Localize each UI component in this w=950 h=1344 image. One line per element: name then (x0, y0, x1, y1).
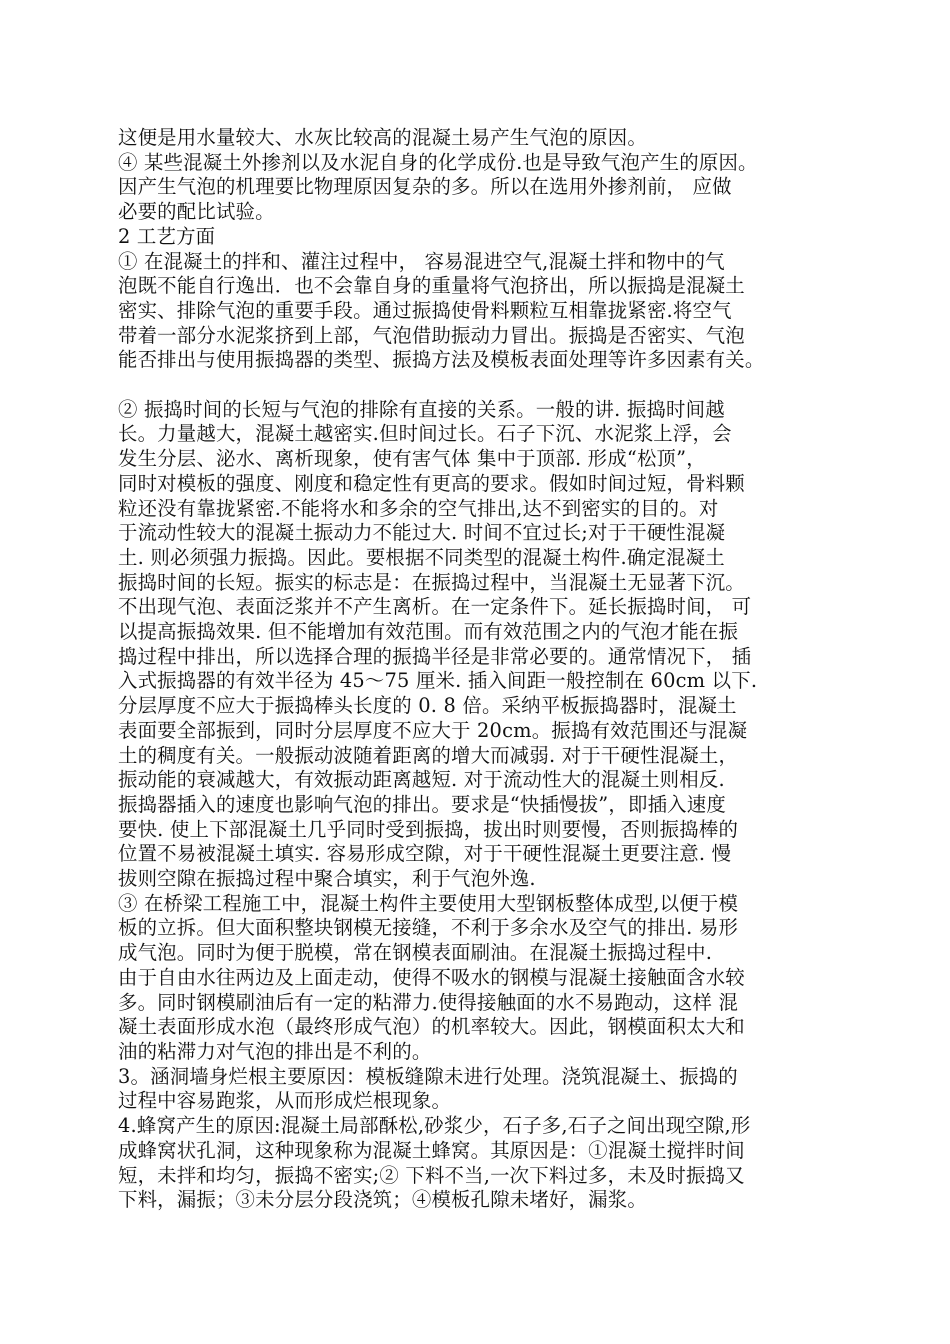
text-line: 振捣器插入的速度也影响气泡的排出。要求是“快插慢拔”，即插入速度 (118, 792, 726, 816)
text-line: 下料，漏振；③未分层分段浇筑；④模板孔隙未堵好，漏浆。 (118, 1188, 647, 1212)
text-line: ① 在混凝土的拌和、灌注过程中， 容易混进空气,混凝土拌和物中的气 (118, 249, 725, 273)
text-line: 同时对模板的强度、刚度和稳定性有更高的要求。假如时间过短，骨料颗 (118, 471, 745, 495)
text-line: 板的立拆。但大面积整块钢模无接缝，不利于多余水及空气的排出. 易形 (118, 916, 739, 940)
text-line: 由于自由水往两边及上面走动，使得不吸水的钢模与混凝土接触面含水较 (118, 965, 745, 989)
text-line: 短，未拌和均匀，振捣不密实;② 下料不当,一次下料过多，未及时振捣又 (118, 1163, 745, 1187)
text-line: 2 工艺方面 (118, 224, 216, 248)
text-line: 要快. 使上下部混凝土几乎同时受到振捣，拔出时则要慢，否则振捣棒的 (118, 817, 739, 841)
text-line: 振捣时间的长短。振实的标志是：在振捣过程中，当混凝土无显著下沉。 (118, 570, 745, 594)
text-line: 4.蜂窝产生的原因:混凝土局部酥松,砂浆少，石子多,石子之间出现空隙,形 (118, 1114, 751, 1138)
text-line: 发生分层、泌水、离析现象，使有害气体 集中于顶部. 形成“松顶”， (118, 447, 706, 471)
text-line: 过程中容易跑浆，从而形成烂根现象。 (118, 1089, 452, 1113)
text-line: 能否排出与使用振捣器的类型、振捣方法及模板表面处理等许多因素有关。 (118, 348, 765, 372)
text-line: 因产生气泡的机理要比物理原因复杂的多。所以在选用外掺剂前， 应做 (118, 175, 732, 199)
text-line: 以提高振捣效果. 但不能增加有效范围。而有效范围之内的气泡才能在振 (118, 620, 739, 644)
text-line: 捣过程中排出，所以选择合理的振捣半径是非常必要的。通常情况下， 插 (118, 644, 752, 668)
text-line: 泡既不能自行逸出．也不会靠自身的重量将气泡挤出，所以振捣是混凝土 (118, 274, 745, 298)
text-line: 表面要全部振到，同时分层厚度不应大于 20cm。振捣有效范围还与混凝 (118, 718, 748, 742)
text-line: 于流动性较大的混凝土振动力不能过大. 时间不宜过长;对于干硬性混凝 (118, 521, 726, 545)
text-line: 多。同时钢模刷油后有一定的粘滞力.使得接触面的水不易跑动，这样 混 (118, 990, 739, 1014)
text-line: 位置不易被混凝土填实. 容易形成空隙，对于干硬性混凝土更要注意. 慢 (118, 842, 732, 866)
document-body (118, 126, 846, 1213)
text-line: 土. 则必须强力振捣。因此。要根据不同类型的混凝土构件.确定混凝土 (118, 545, 725, 569)
text-line: 土的稠度有关。一般振动波随着距离的增大而减弱. 对于干硬性混凝土， (118, 743, 739, 767)
text-line: 成气泡。同时为便于脱模，常在钢模表面刷油。在混凝土振捣过程中. (118, 941, 713, 965)
text-line: 成蜂窝状孔洞，这种现象称为混凝土蜂窝。其原因是：①混凝土搅拌时间 (118, 1138, 745, 1162)
text-line: ② 振捣时间的长短与气泡的排除有直接的关系。一般的讲. 振捣时间越 (118, 397, 725, 421)
text-line: 粒还没有靠拢紧密.不能将水和多余的空气排出,达不到密实的目的。对 (118, 496, 719, 520)
text-line: 3。涵洞墙身烂根主要原因：模板缝隙未进行处理。浇筑混凝土、振捣的 (118, 1064, 738, 1088)
text-line: 振动能的衰减越大，有效振动距离越短. 对于流动性大的混凝土则相反. (118, 768, 725, 792)
text-line: 必要的配比试验。 (118, 200, 275, 224)
text-line: 拔则空隙在振捣过程中聚合填实，利于气泡外逸. (118, 867, 536, 891)
text-line: ③ 在桥梁工程施工中，混凝土构件主要使用大型钢板整体成型,以便于模 (118, 891, 739, 915)
text-line: 不出现气泡、表面泛浆并不产生离析。在一定条件下。延长振捣时间， 可 (118, 595, 752, 619)
text-line: ④ 某些混凝土外掺剂以及水泥自身的化学成份.也是导致气泡产生的原因。 (118, 150, 758, 174)
text-line: 入式振捣器的有效半径为 45～75 厘米. 插入间距一般控制在 60cm 以下. (118, 669, 758, 693)
paragraph-gap (118, 373, 846, 398)
text-line: 带着一部分水泥浆挤到上部，气泡借助振动力冒出。振捣是否密实、气泡 (118, 323, 745, 347)
text-line: 长。力量越大，混凝土越密实.但时间过长。石子下沉、水泥浆上浮，会 (118, 422, 732, 446)
text-line: 分层厚度不应大于振捣棒头长度的 0. 8 倍。采纳平板振捣器时，混凝土 (118, 694, 737, 718)
text-line: 密实、排除气泡的重要手段。通过振捣使骨料颗粒互相靠拢紧密.将空气 (118, 298, 732, 322)
text-line: 凝土表面形成水泡（最终形成气泡）的机率较大。因此，钢模面积太大和 (118, 1015, 745, 1039)
text-line: 油的粘滞力对气泡的排出是不利的。 (118, 1040, 432, 1063)
text-line: 这便是用水量较大、水灰比较高的混凝土易产生气泡的原因。 (118, 126, 647, 149)
